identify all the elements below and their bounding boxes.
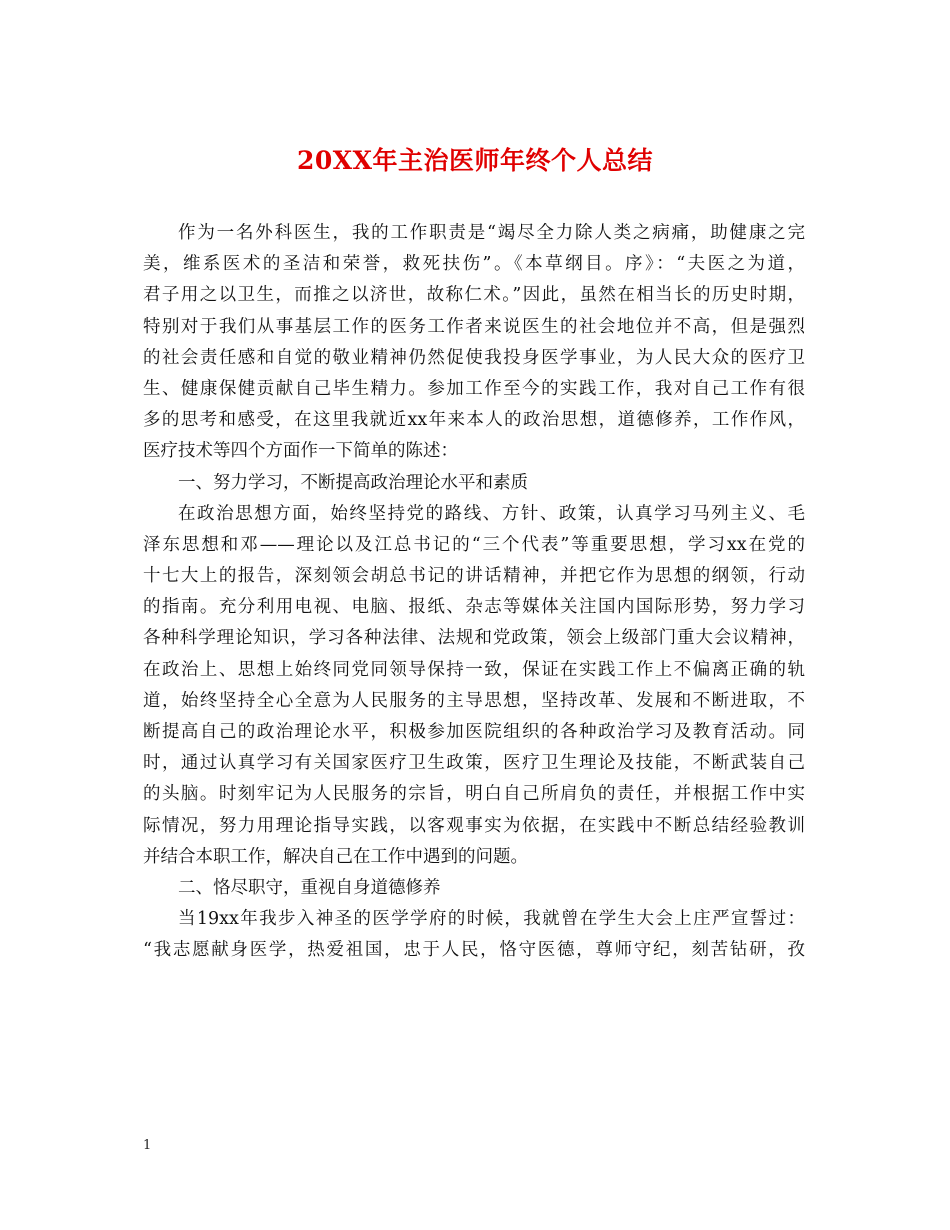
paragraph-line: 在政治上、思想上始终同党同领导保持一致，保证在实践工作上不偏离正确的轨 [143,659,805,680]
paragraph-line: 多的思考和感受，在这里我就近xx年来本人的政治思想，道德修养，工作作风， [143,410,805,431]
section-heading: 二、恪尽职守，重视自身道德修养 [178,877,441,898]
paragraph-line: 美，维系医术的圣洁和荣誉，救死扶伤”。《本草纲目。序》：“夫医之为道， [143,254,805,275]
paragraph-line: 君子用之以卫生，而推之以济世，故称仁术。”因此，虽然在相当长的历史时期， [143,285,805,306]
paragraph-line: 的指南。充分利用电视、电脑、报纸、杂志等媒体关注国内国际形势，努力学习 [143,597,805,618]
paragraph-line: 十七大上的报告，深刻领会胡总书记的讲话精神，并把它作为思想的纲领，行动 [143,566,805,587]
paragraph-line: “我志愿献身医学，热爱祖国，忠于人民，恪守医德，尊师守纪，刻苦钻研，孜 [143,940,805,961]
paragraph-line: 作为一名外科医生，我的工作职责是“竭尽全力除人类之病痛，助健康之完 [178,223,805,243]
paragraph-line: 生、健康保健贡献自己毕生精力。参加工作至今的实践工作，我对自己工作有很 [143,378,805,399]
paragraph-line: 各种科学理论知识，学习各种法律、法规和党政策，领会上级部门重大会议精神， [143,628,805,649]
paragraph-line: 特别对于我们从事基层工作的医务工作者来说医生的社会地位并不高，但是强烈 [143,316,805,337]
page-number: 1 [143,1138,152,1153]
paragraph-line: 并结合本职工作，解决自己在工作中遇到的问题。 [143,846,528,867]
document-title: 20XX年主治医师年终个人总结 [296,146,654,175]
paragraph-line: 际情况，努力用理论指导实践，以客观事实为依据，在实践中不断总结经验教训 [143,815,805,836]
paragraph-line: 医疗技术等四个方面作一下简单的陈述： [143,441,458,462]
paragraph-line: 时，通过认真学习有关国家医疗卫生政策，医疗卫生理论及技能，不断武装自己 [143,753,805,774]
section-heading: 一、努力学习，不断提高政治理论水平和素质 [178,472,528,493]
paragraph-line: 在政治思想方面，始终坚持党的路线、方针、政策，认真学习马列主义、毛 [178,503,805,524]
paragraph-line: 泽东思想和邓——理论以及江总书记的“三个代表”等重要思想，学习xx在党的 [143,534,805,555]
paragraph-line: 道，始终坚持全心全意为人民服务的主导思想，坚持改革、发展和不断进取，不 [143,690,805,711]
document-body [143,218,805,967]
paragraph-line: 的社会责任感和自觉的敬业精神仍然促使我投身医学事业，为人民大众的医疗卫 [143,347,805,368]
paragraph-line: 的头脑。时刻牢记为人民服务的宗旨，明白自己所肩负的责任，并根据工作中实 [143,784,805,805]
paragraph-line: 当19xx年我步入神圣的医学学府的时候，我就曾在学生大会上庄严宣誓过： [178,909,805,930]
paragraph-line: 断提高自己的政治理论水平，积极参加医院组织的各种政治学习及教育活动。同 [143,722,805,742]
